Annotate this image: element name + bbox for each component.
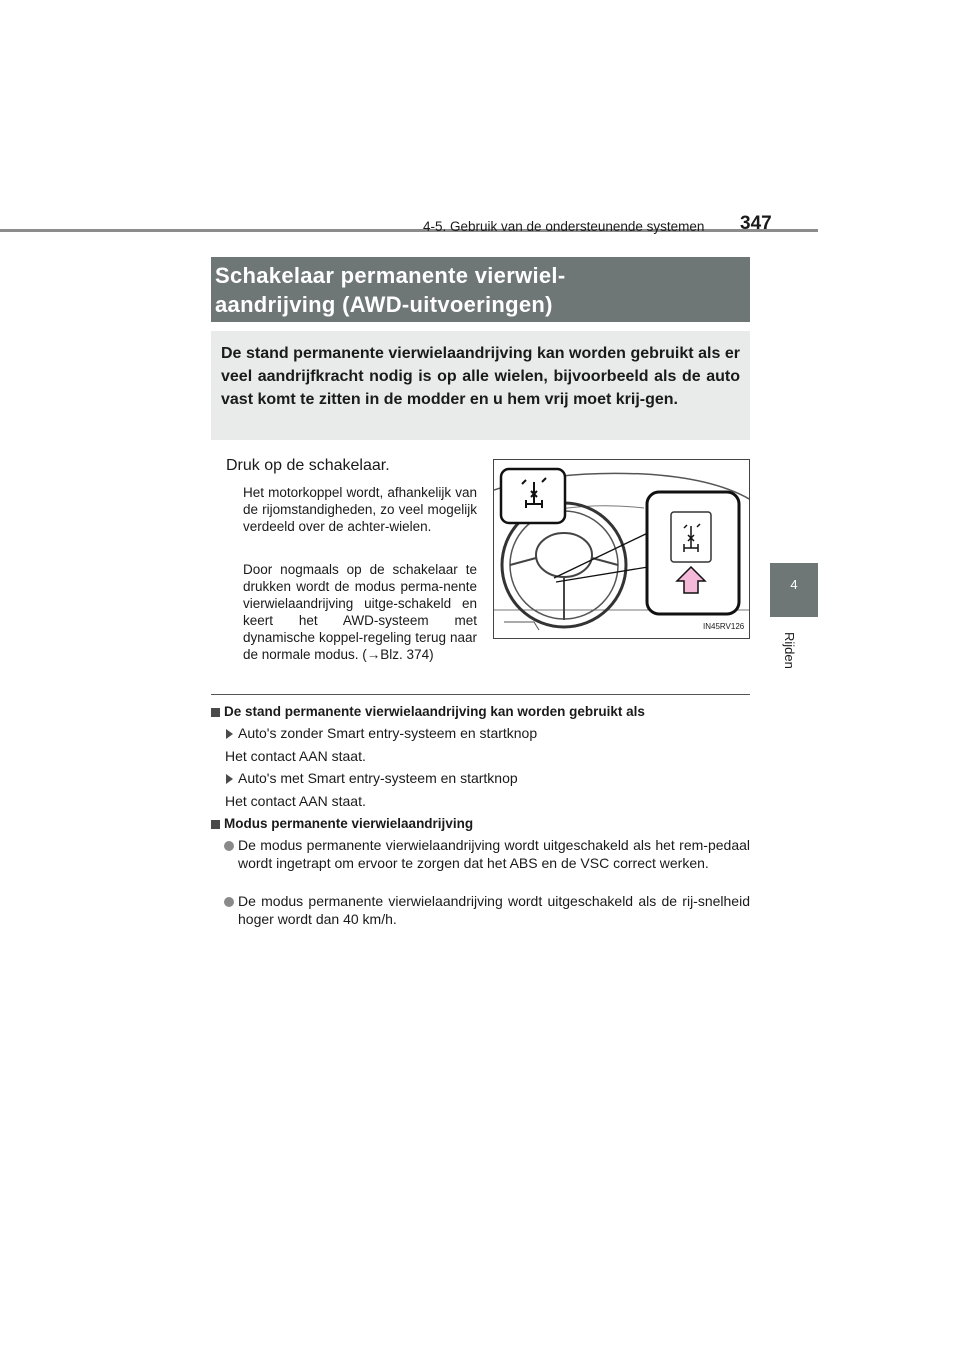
notes-heading-1: De stand permanente vierwielaandrijving kan worden gebruikt als	[224, 704, 645, 719]
circle-bullet-icon	[224, 897, 234, 907]
notes-heading-2: Modus permanente vierwielaandrijving	[224, 816, 474, 831]
chapter-tab-number: 4	[790, 577, 798, 592]
triangle-bullet-icon	[226, 729, 233, 739]
variant-2-label: Auto's met Smart entry-systeem en startknop	[238, 770, 518, 786]
bullet-1-text: De modus permanente vierwielaandrijving wordt uitgeschakeld als het rem-pedaal wordt ingetrapt om ervoor te zorgen dat het ABS en de VSC correct werken.	[238, 837, 750, 871]
circle-bullet-icon	[224, 841, 234, 851]
intro-text: De stand permanente vierwielaandrijving kan worden gebruikt als er veel aandrijfkracht nodig is op alle wielen, bijvoorbeeld als de auto vast komt te zitten in de modder en u hem vrij moet krij-gen.	[221, 345, 740, 408]
variant-2-text: Het contact AAN staat.	[225, 793, 366, 809]
section-divider	[211, 694, 750, 695]
page-title-line2: aandrijving (AWD-uitvoeringen)	[215, 292, 553, 317]
chapter-tab-label: Rijden	[782, 632, 797, 669]
section-marker-icon	[211, 820, 220, 829]
step-heading: Druk op de schakelaar.	[226, 457, 390, 474]
step-paragraph-1: Het motorkoppel wordt, afhankelijk van de rijomstandigheden, zo veel mogelijk verdeeld over de achter-wielen.	[243, 485, 477, 534]
page-number: 347	[740, 213, 772, 234]
section-title: 4-5. Gebruik van de ondersteunende systemen	[423, 219, 705, 234]
bullet-2-text: De modus permanente vierwielaandrijving wordt uitgeschakeld als de rij-snelheid hoger wordt dan 40 km/h.	[238, 893, 750, 927]
dashboard-illustration	[494, 460, 750, 639]
figure-code: IN45RV126	[703, 622, 745, 631]
step-paragraph-2: Door nogmaals op de schakelaar te drukken wordt de modus perma-nente vierwielaandrijving uitge-schakeld en keert het AWD-systeem met dynamische koppel-regeling terug naar de normale modus. (→Blz. 374)	[243, 562, 477, 662]
page-title-line1: Schakelaar permanente vierwiel-	[215, 263, 566, 288]
dashboard-figure	[493, 459, 750, 639]
section-marker-icon	[211, 708, 220, 717]
page-title	[215, 261, 745, 319]
variant-1-label: Auto's zonder Smart entry-systeem en startknop	[238, 725, 538, 741]
variant-1-text: Het contact AAN staat.	[225, 748, 366, 764]
triangle-bullet-icon	[226, 774, 233, 784]
